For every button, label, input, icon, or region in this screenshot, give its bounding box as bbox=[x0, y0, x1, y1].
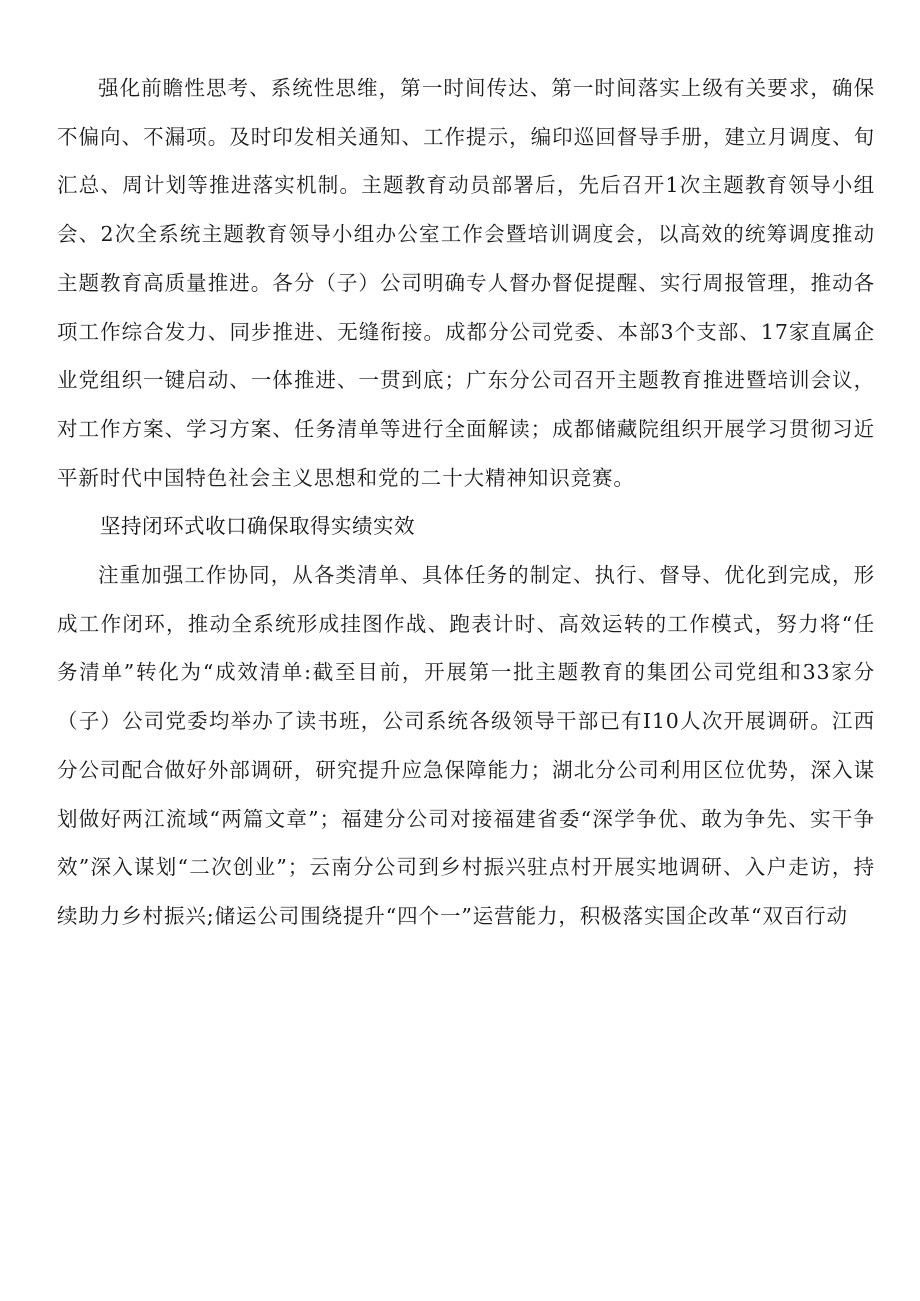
document-body bbox=[57, 64, 875, 941]
section-heading: 坚持闭环式收口确保取得实绩实效 bbox=[100, 514, 415, 539]
paragraph-closed-loop-results: 注重加强工作协同，从各类清单、具体任务的制定、执行、督导、优化到完成，形成工作闭环，推动全系统形成挂图作战、跑表计时、高效运转的工作模式，努力将“任务清单”转化为“成效清单:截至目前，开展第一批主题教育的集团公司党组和33家分（子）公司党委均举办了读书班，公司系统各级领导干部已有I10人次开展调研。江西分公司配合做好外部调研，研究提升应急保障能力；湖北分公司利用区位优势，深入谋划做好两江流域“两篇文章”；福建分公司对接福建省委“深学争优、敢为争先、实干争效”深入谋划“二次创业”；云南分公司到乡村振兴驻点村开展实地调研、入户走访，持续助力乡村振兴;储运公司围绕提升“四个一”运营能力，积极落实国企改革“双百行动 bbox=[57, 563, 875, 928]
paragraph-coordination-mechanism: 强化前瞻性思考、系统性思维，第一时间传达、第一时间落实上级有关要求，确保不偏向、不漏项。及时印发相关通知、工作提示，编印巡回督导手册，建立月调度、旬汇总、周计划等推进落实机制。主题教育动员部署后，先后召开1次主题教育领导小组会、2次全系统主题教育领导小组办公室工作会暨培训调度会，以高效的统筹调度推动主题教育高质量推进。各分（子）公司明确专人督办督促提醒、实行周报管理，推动各项工作综合发力、同步推进、无缝衔接。成都分公司党委、本部3个支部、17家直属企业党组织一键启动、一体推进、一贯到底；广东分公司召开主题教育推进暨培训会议，对工作方案、学习方案、任务清单等进行全面解读；成都储藏院组织开展学习贯彻习近平新时代中国特色社会主义思想和党的二十大精神知识竞赛。 bbox=[57, 76, 875, 490]
